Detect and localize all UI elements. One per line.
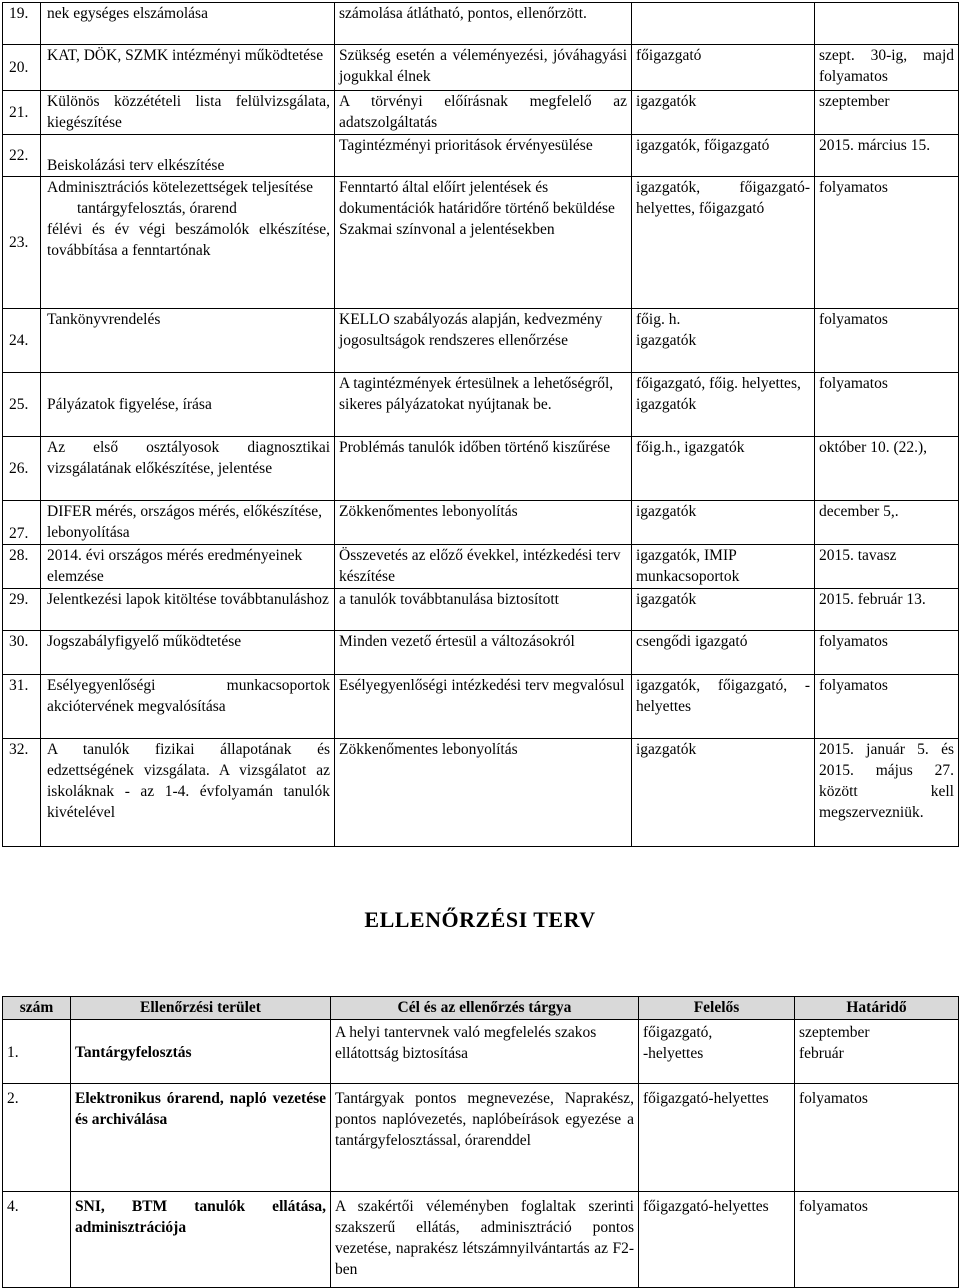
deadline-cell: 2015. február 13. — [815, 589, 959, 631]
responsible-cell: igazgatók, IMIP munkacsoportok — [632, 545, 815, 589]
task-cell: nek egységes elszámolása — [41, 3, 335, 45]
deadline-cell: folyamatos — [795, 1192, 959, 1288]
deadline-cell: folyamatos — [815, 177, 959, 309]
goal-cell: A helyi tantervnek való megfelelés szakos ellátottság biztosítása — [331, 1020, 639, 1084]
header-deadline: Határidő — [795, 997, 959, 1020]
responsible-line: főigazgató, — [643, 1024, 713, 1041]
row-number: 28. — [3, 545, 41, 589]
responsible-line: igazgatók — [636, 332, 697, 349]
row-number: 32. — [3, 739, 41, 847]
task-cell: Esélyegyenlőségi munkacsoportok akciótervének megvalósítása — [41, 675, 335, 739]
task-cell: Jogszabályfigyelő működtetése — [41, 631, 335, 675]
area-cell: SNI, BTM tanulók ellátása, adminisztrációja — [71, 1192, 331, 1288]
control-plan-table — [2, 996, 959, 1288]
deadline-cell: október 10. (22.), — [815, 437, 959, 501]
row-number: 29. — [3, 589, 41, 631]
table-row — [3, 1192, 959, 1288]
deadline-cell — [795, 1020, 959, 1084]
table-row — [3, 545, 959, 589]
responsible-cell — [639, 1020, 795, 1084]
responsible-cell: főigazgató-helyettes — [639, 1192, 795, 1288]
goal-cell: számolása átlátható, pontos, ellenőrzött. — [335, 3, 632, 45]
header-area: Ellenőrzési terület — [71, 997, 331, 1020]
row-number: 24. — [3, 309, 41, 373]
row-number: 4. — [3, 1192, 71, 1288]
goal-cell: Tagintézményi prioritások érvényesülése — [335, 135, 632, 177]
task-cell: A tanulók fizikai állapotának és edzettségének vizsgálata. A vizsgálatot az iskoláknak - az 1-4. évfolyamán tanulók kivételével — [41, 739, 335, 847]
table-row — [3, 177, 959, 309]
goal-cell: A szakértői véleményben foglaltak szerinti szakszerű ellátás, adminisztráció pontos vezetése, naprakész létszámnyilvántartás az F2-ben — [331, 1192, 639, 1288]
deadline-line: szeptember — [799, 1024, 870, 1041]
responsible-line: főig. h. — [636, 311, 681, 328]
row-number: 27. — [3, 501, 41, 545]
responsible-cell: igazgatók, főigazgató-helyettes, főigazgató — [632, 177, 815, 309]
control-plan-title: ELLENŐRZÉSI TERV — [364, 907, 596, 932]
task-cell: Jelentkezési lapok kitöltése továbbtanuláshoz — [41, 589, 335, 631]
task-line: tantárgyfelosztás, órarend — [77, 200, 237, 217]
responsible-cell: igazgatók — [632, 739, 815, 847]
task-cell: Tankönyvrendelés — [41, 309, 335, 373]
task-line: Adminisztrációs kötelezettségek teljesítése — [47, 179, 313, 196]
task-cell: KAT, DÖK, SZMK intézményi működtetése — [41, 45, 335, 91]
area-cell: Elektronikus órarend, napló vezetése és archiválása — [71, 1084, 331, 1192]
row-number: 25. — [3, 373, 41, 437]
deadline-cell: folyamatos — [815, 309, 959, 373]
task-cell: Pályázatok figyelése, írása — [41, 373, 335, 437]
row-number: 20. — [3, 45, 41, 91]
goal-cell: Problémás tanulók időben történő kiszűrése — [335, 437, 632, 501]
table-row — [3, 309, 959, 373]
row-number: 2. — [3, 1084, 71, 1192]
responsible-cell: főigazgató — [632, 45, 815, 91]
deadline-cell: folyamatos — [815, 631, 959, 675]
responsible-cell: igazgatók — [632, 91, 815, 135]
responsible-cell: igazgatók — [632, 501, 815, 545]
responsible-line: -helyettes — [643, 1045, 704, 1062]
table-row — [3, 91, 959, 135]
deadline-cell: folyamatos — [815, 675, 959, 739]
table-row — [3, 1020, 959, 1084]
deadline-cell: folyamatos — [815, 373, 959, 437]
goal-line: Fenntartó által előírt jelentések és dokumentációk határidőre történő beküldése — [339, 179, 615, 217]
table-row — [3, 3, 959, 45]
responsible-cell: igazgatók, főigazgató, -helyettes — [632, 675, 815, 739]
deadline-cell: szeptember — [815, 91, 959, 135]
task-cell: Különös közzétételi lista felülvizsgálata, kiegészítése — [41, 91, 335, 135]
goal-cell — [335, 177, 632, 309]
deadline-cell: 2015. tavasz — [815, 545, 959, 589]
responsible-cell: főigazgató, főig. helyettes, igazgatók — [632, 373, 815, 437]
table-row — [3, 1084, 959, 1192]
goal-cell: Minden vezető értesül a változásokról — [335, 631, 632, 675]
goal-cell: A tagintézmények értesülnek a lehetőségről, sikeres pályázatokat nyújtanak be. — [335, 373, 632, 437]
table-row — [3, 135, 959, 177]
goal-cell: Zökkenőmentes lebonyolítás — [335, 501, 632, 545]
row-number: 1. — [3, 1020, 71, 1084]
responsible-cell — [632, 3, 815, 45]
goal-cell: Összevetés az előző évekkel, intézkedési terv készítése — [335, 545, 632, 589]
deadline-cell: 2015. március 15. — [815, 135, 959, 177]
table-row — [3, 373, 959, 437]
row-number: 30. — [3, 631, 41, 675]
responsible-cell: igazgatók — [632, 589, 815, 631]
table-row — [3, 501, 959, 545]
deadline-cell: szept. 30-ig, majd folyamatos — [815, 45, 959, 91]
deadline-cell: 2015. január 5. és 2015. május 27. között kell megszervezniük. — [815, 739, 959, 847]
goal-cell: Zökkenőmentes lebonyolítás — [335, 739, 632, 847]
task-cell: Beiskolázási terv elkészítése — [41, 135, 335, 177]
task-line: félévi és év végi beszámolók elkészítése, továbbítása a fenntartónak — [47, 221, 330, 259]
table-row — [3, 675, 959, 739]
header-row — [3, 997, 959, 1020]
deadline-line: február — [799, 1045, 844, 1062]
goal-cell: Esélyegyenlőségi intézkedési terv megvalósul — [335, 675, 632, 739]
goal-cell: KELLO szabályozás alapján, kedvezmény jogosultságok rendszeres ellenőrzése — [335, 309, 632, 373]
goal-cell: a tanulók továbbtanulása biztosított — [335, 589, 632, 631]
table-row — [3, 437, 959, 501]
responsible-cell — [632, 309, 815, 373]
row-number: 21. — [3, 91, 41, 135]
responsible-cell: igazgatók, főigazgató — [632, 135, 815, 177]
goal-cell: A törvényi előírásnak megfelelő az adatszolgáltatás — [335, 91, 632, 135]
task-cell — [41, 177, 335, 309]
row-number: 22. — [3, 135, 41, 177]
row-number: 31. — [3, 675, 41, 739]
header-responsible: Felelős — [639, 997, 795, 1020]
row-number: 19. — [3, 3, 41, 45]
goal-cell: Szükség esetén a véleményezési, jóváhagyási jogukkal élnek — [335, 45, 632, 91]
header-goal: Cél és az ellenőrzés tárgya — [331, 997, 639, 1020]
task-cell: 2014. évi országos mérés eredményeinek elemzése — [41, 545, 335, 589]
area-cell: Tantárgyfelosztás — [71, 1020, 331, 1084]
table-row — [3, 631, 959, 675]
table-row — [3, 45, 959, 91]
task-cell: DIFER mérés, országos mérés, előkészítése, lebonyolítása — [41, 501, 335, 545]
responsible-cell: csengődi igazgató — [632, 631, 815, 675]
responsible-cell: főig.h., igazgatók — [632, 437, 815, 501]
task-cell: Az első osztályosok diagnosztikai vizsgálatának előkészítése, jelentése — [41, 437, 335, 501]
table-row — [3, 589, 959, 631]
goal-cell: Tantárgyak pontos megnevezése, Naprakész, pontos naplóvezetés, naplóbeírások egyezése a tantárgyfelosztással, órarenddel — [331, 1084, 639, 1192]
row-number: 26. — [3, 437, 41, 501]
deadline-cell — [815, 3, 959, 45]
deadline-cell: folyamatos — [795, 1084, 959, 1192]
responsible-cell: főigazgató-helyettes — [639, 1084, 795, 1192]
deadline-cell: december 5,. — [815, 501, 959, 545]
goal-line: Szakmai színvonal a jelentésekben — [339, 221, 555, 238]
row-number: 23. — [3, 177, 41, 309]
table-row — [3, 739, 959, 847]
header-num: szám — [3, 997, 71, 1020]
action-plan-table — [2, 2, 959, 847]
